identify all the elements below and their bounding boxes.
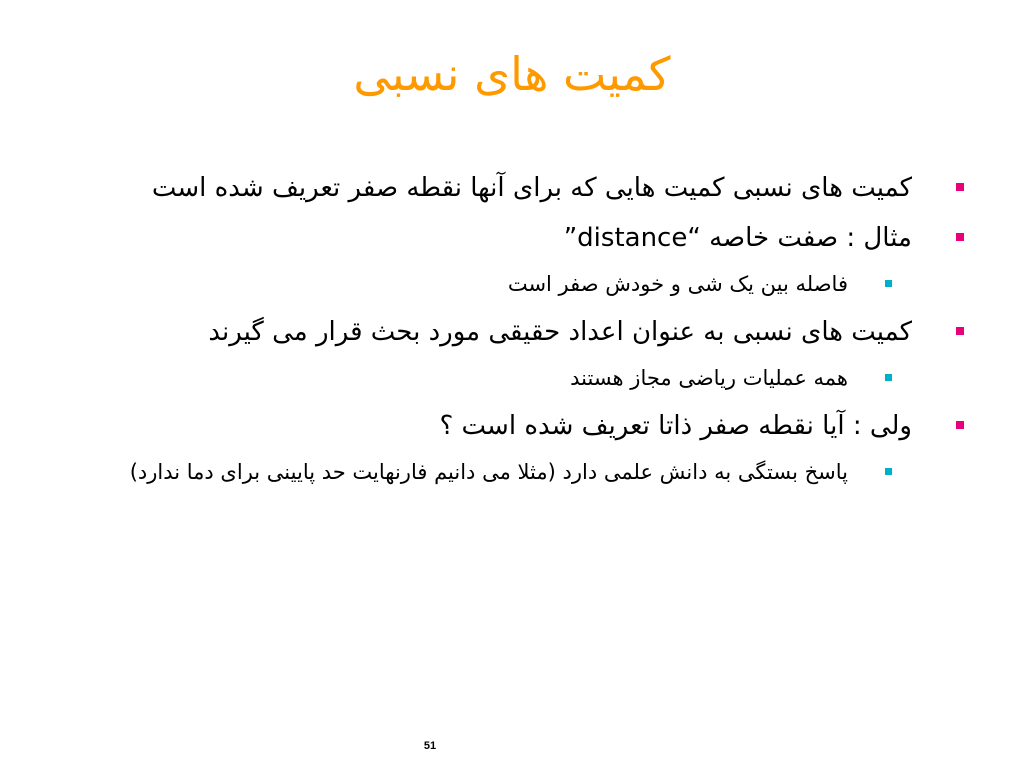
sub-bullet-item [104,362,964,394]
sub-bullet-text: پاسخ بستگی به دانش علمی دارد (مثلا می دانیم فارنهایت حد پایینی برای دما ندارد) [129,460,848,484]
bullet-item [104,168,964,208]
bullet-list [104,168,964,500]
slide-title: کمیت های نسبی [353,47,671,101]
bullet-item [104,312,964,352]
bullet-text: کمیت های نسبی کمیت هایی که برای آنها نقطه صفر تعریف شده است [151,173,912,203]
square-bullet-icon [956,233,964,241]
sub-bullet-item [104,456,964,488]
square-bullet-icon [956,183,964,191]
bullet-text: مثال : صفت خاصه “distance” [563,223,912,253]
square-bullet-icon [885,468,892,475]
bullet-item [104,218,964,258]
square-bullet-icon [956,421,964,429]
bullet-text: کمیت های نسبی به عنوان اعداد حقیقی مورد بحث قرار می گیرند [208,317,912,347]
square-bullet-icon [885,374,892,381]
sub-bullet-text: فاصله بین یک شی و خودش صفر است [507,272,848,296]
square-bullet-icon [956,327,964,335]
sub-bullet-item [104,268,964,300]
sub-bullet-text: همه عملیات ریاضی مجاز هستند [570,366,848,390]
page-number: 51 [423,740,437,752]
square-bullet-icon [885,280,892,287]
bullet-text: ولی : آیا نقطه صفر ذاتا تعریف شده است ؟ [439,411,912,441]
bullet-item [104,406,964,446]
